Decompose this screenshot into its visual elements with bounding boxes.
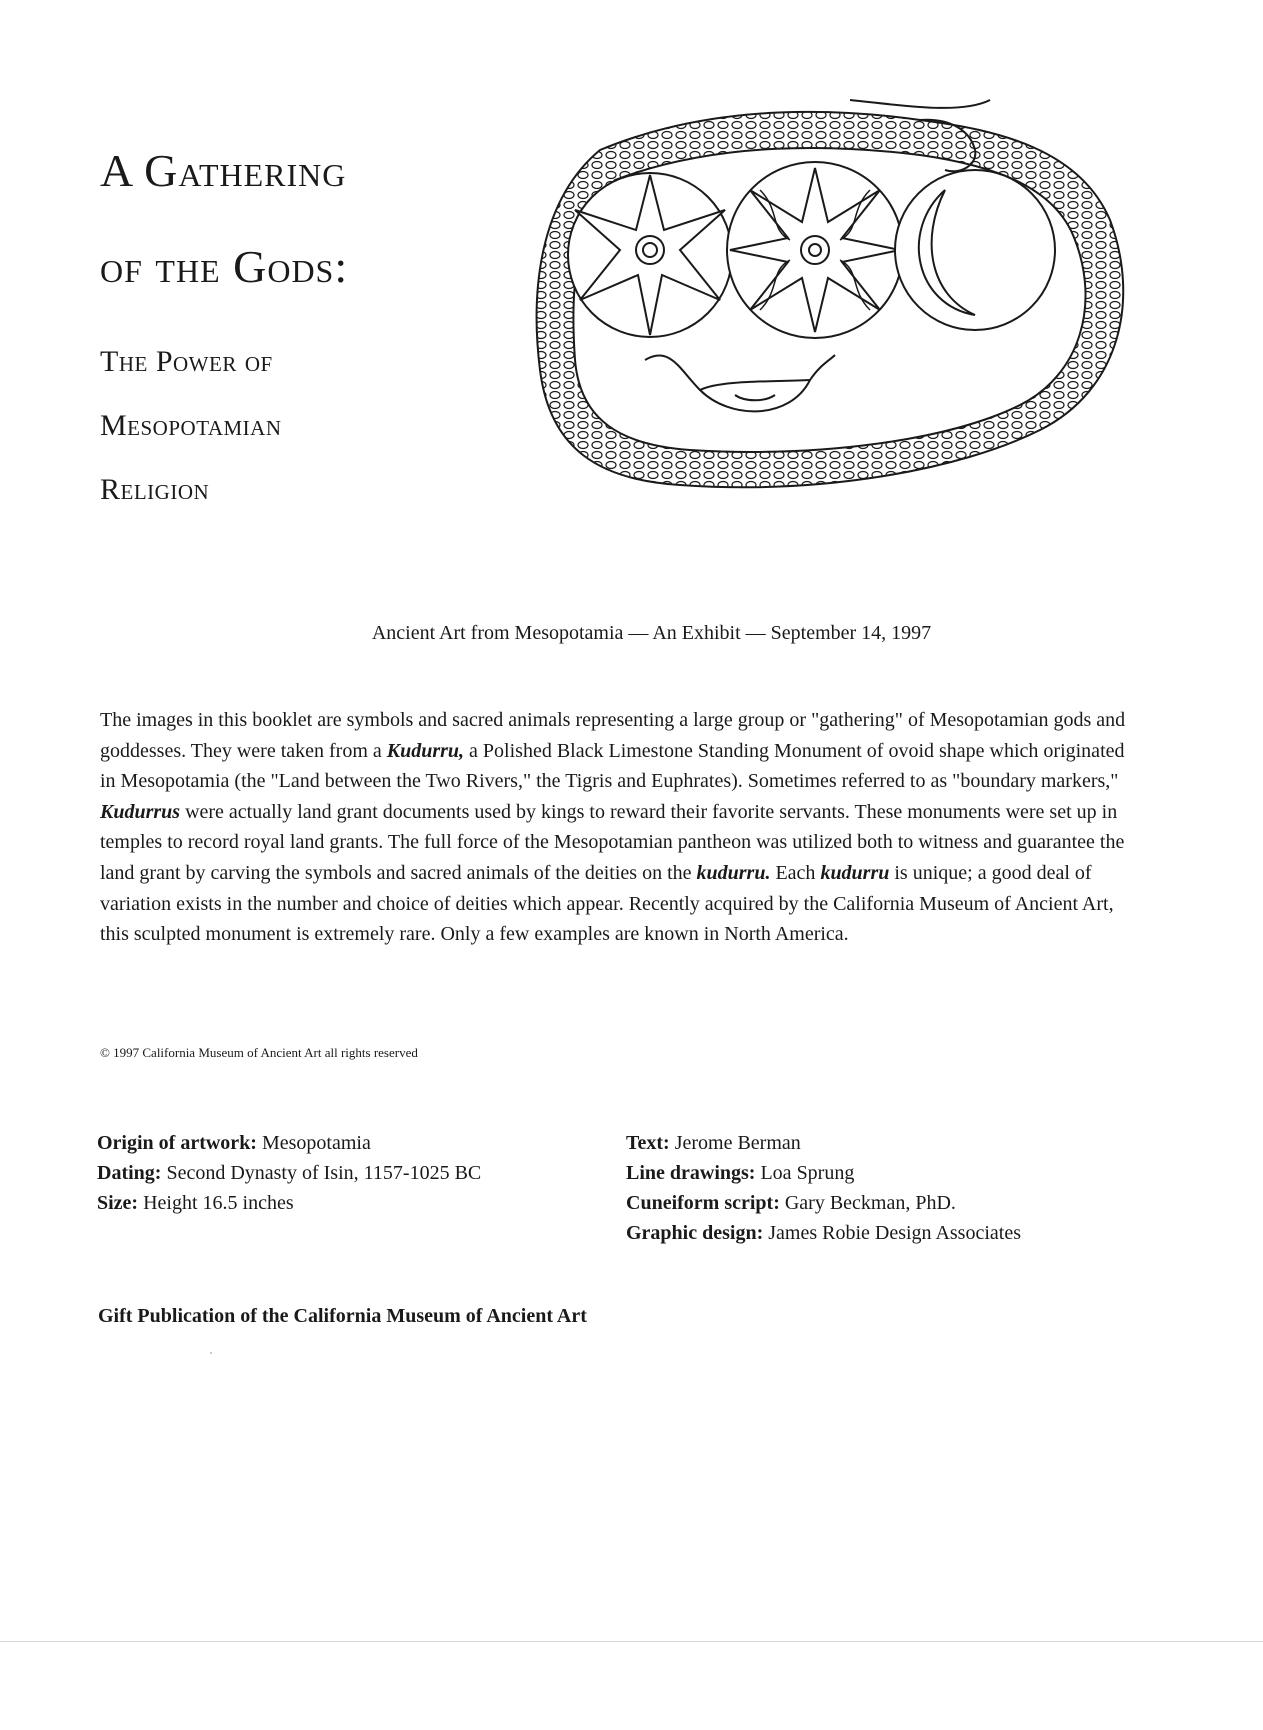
exhibit-line: Ancient Art from Mesopotamia — An Exhibit — September 14, 1997: [371, 622, 932, 644]
term-kudurru-2: kudurru.: [696, 861, 771, 884]
body-text-part-5: is unique; a good deal of variation exists in the number and choice of deities which appear. Recently acquired by the California Museum of Ancient Art, this sculpted monument is extremely rare. Only a few examples are known in North America.: [100, 861, 1114, 946]
production-credits: [626, 1128, 1021, 1248]
credit-graphic-design: Graphic design: James Robie Design Associates: [626, 1222, 1021, 1244]
gift-publication-line: Gift Publication of the California Museum of Ancient Art: [98, 1305, 587, 1327]
title-block: [100, 140, 520, 505]
body-text-part-2: a Polished Black Limestone Standing Monument of ovoid shape which originated in Mesopotamia (the "Land between the Two Rivers," the Tigris and Euphrates). Sometimes referred to as "boundary markers,": [100, 739, 1125, 793]
term-kudurrus: Kudurrus: [100, 800, 181, 823]
scan-speck: [210, 1352, 212, 1354]
subtitle-line-1: The Power of: [100, 345, 273, 378]
copyright-notice: © 1997 California Museum of Ancient Art all rights reserved: [100, 1045, 418, 1060]
artwork-details: [97, 1128, 481, 1218]
credit-dating: Dating: Second Dynasty of Isin, 1157-1025 BC: [97, 1162, 482, 1184]
description-paragraph: [100, 705, 1140, 950]
credit-line-drawings: Line drawings: Loa Sprung: [626, 1162, 855, 1184]
subtitle-line-2: Mesopotamian: [100, 409, 282, 442]
term-kudurru: Kudurru,: [386, 739, 465, 762]
credit-origin: Origin of artwork: Mesopotamia: [97, 1132, 371, 1154]
kudurru-emblem-icon: [520, 90, 1160, 530]
bottom-divider: [0, 1641, 1263, 1642]
title-line-1: A Gathering: [100, 145, 347, 196]
credit-text: Text: Jerome Berman: [626, 1132, 801, 1154]
body-text-part-3: were actually land grant documents used by kings to reward their favorite servants. These monuments were set up in temples to record royal land grants. The full force of the Mesopotamian pantheon was utilized both to witness and guarantee the land grant by carving the symbols and sacred animals of the deities on the: [100, 800, 1125, 884]
body-text-part-1: The images in this booklet are symbols and sacred animals representing a large group or "gathering" of Mesopotamian gods and goddesses. They were taken from a: [100, 709, 1126, 762]
subtitle-line-3: Religion: [100, 473, 210, 506]
title-line-2: of the Gods:: [100, 241, 349, 292]
body-text-part-4: Each: [770, 861, 821, 884]
credit-cuneiform: Cuneiform script: Gary Beckman, PhD.: [626, 1192, 956, 1214]
credit-size: Size: Height 16.5 inches: [97, 1192, 294, 1214]
term-kudurru-3: kudurru: [820, 861, 890, 884]
